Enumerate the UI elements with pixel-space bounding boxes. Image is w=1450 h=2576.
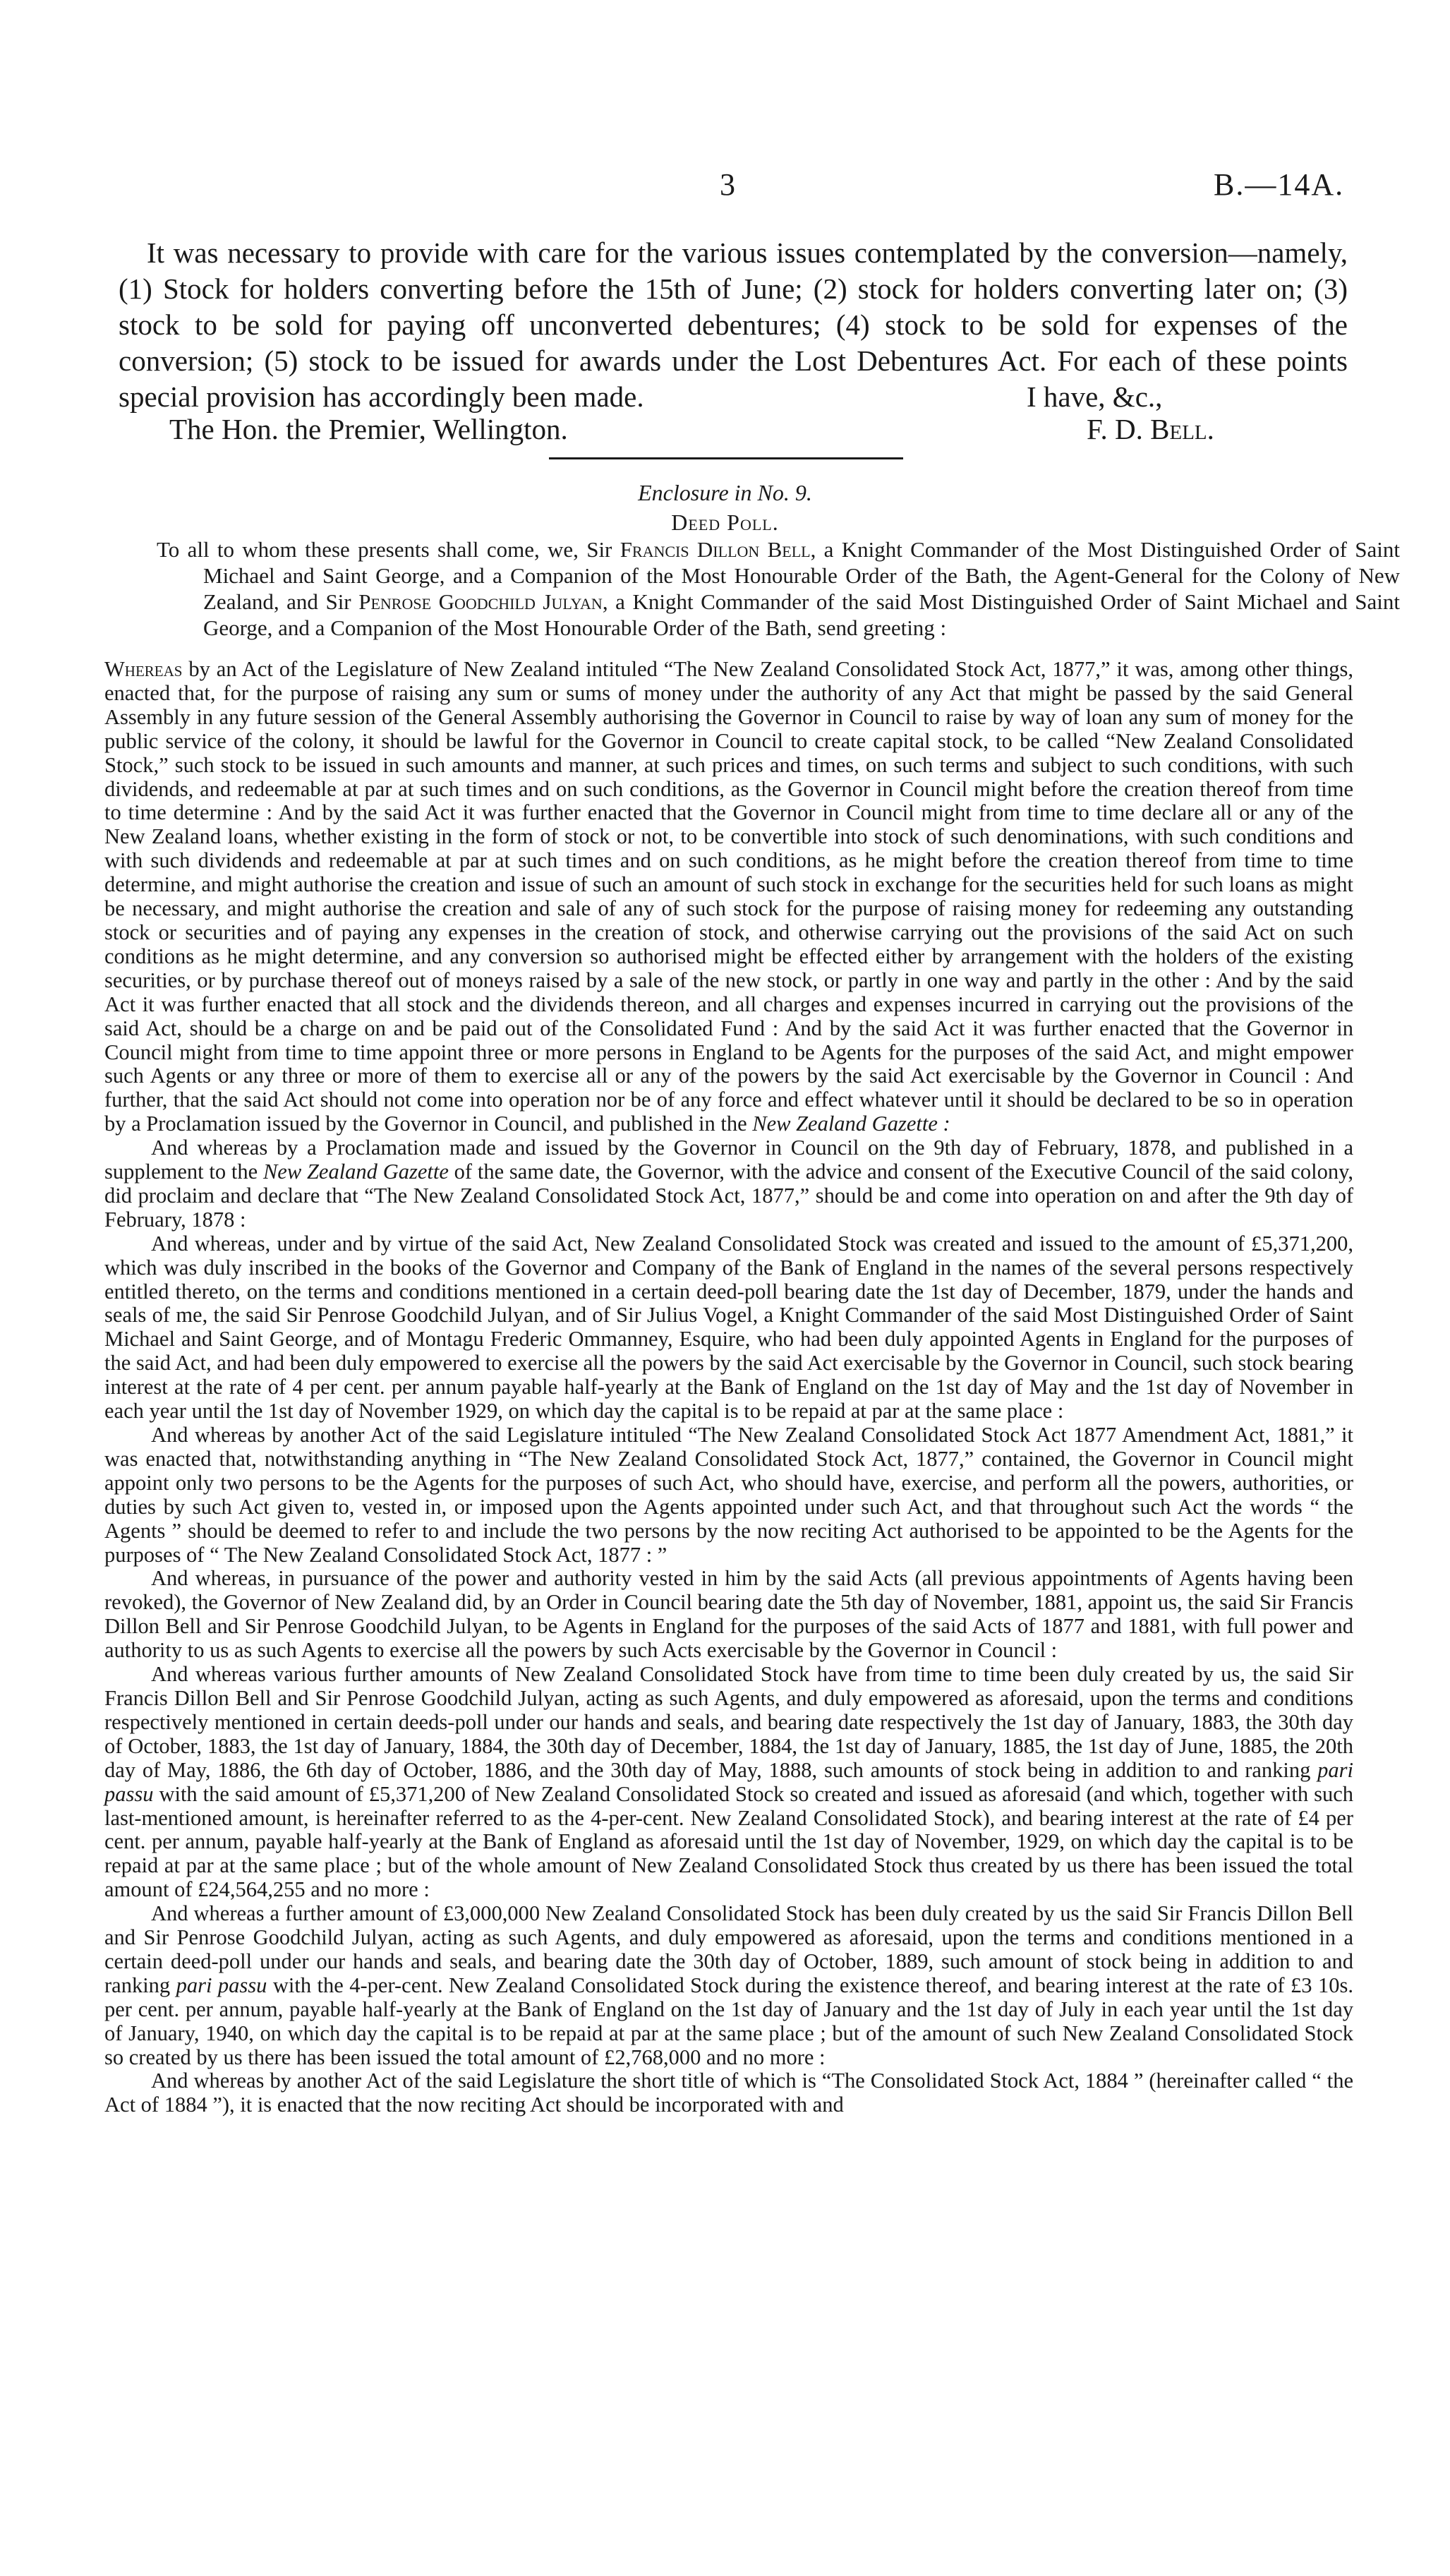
recital-text: with the 4-per-cent. New Zealand Consolidated Stock during the existence thereof, and bearing interest at the rate of £3 10s. per cent. per annum, payable half-yearly at the Bank of England on the 1st day of January and the 1st day of July in each year until the 1st day of January, 1940, on which day the capital is to be repaid at par at the same place ; but of the amount of such New Zealand Consolidated Stock so created by us there has been issued the total amount of £2,768,000 and no more : (104, 1973, 1353, 2069)
recital-text: of the same date, the Governor, with the advice and consent of the Executive Council of the said colony, did proclaim and declare that “The New Zealand Consolidated Stock Act, 1877,” should be and come into operation on and after the 9th day of February, 1878 : (104, 1160, 1353, 1232)
greeting-name-julyan: Penrose Goodchild Julyan (358, 589, 603, 614)
recital-paragraph (104, 1663, 1353, 1902)
greeting-text: , a Knight Commander of the Most Distinguished Order of Saint Michael and Saint George, and a Companion of the Most Honourable Order of the Bath, the Agent-General for the Colony of New Zealand, and Sir (203, 537, 1400, 614)
recital-paragraph: And whereas, under and by virtue of the said Act, New Zealand Consolidated Stock was created and issued to the amount of £5,371,200, which was duly inscribed in the books of the Governor and Company of the Bank of England in the names of the several persons respectively entitled thereto, on the terms and conditions mentioned in a certain deed-poll bearing date the 1st day of December, 1879, under the hands and seals of me, the said Sir Penrose Goodchild Julyan, and of Sir Julius Vogel, a Knight Commander of the said Most Distinguished Order of Saint Michael and Saint George, and of Montagu Frederic Ommanney, Esquire, who had been duly appointed Agents in England for the purposes of the said Act, and had been duly empowered to exercise all the powers by the said Act exercisable by the Governor in Council, such stock bearing interest at the rate of 4 per cent. per annum payable half-yearly at the Bank of England on the 1st day of May and the 1st day of November in each year until the 1st day of November 1929, on which day the capital is to be repaid at par at the same place : (104, 1231, 1353, 1424)
greeting-text: To all to whom these presents shall come, we, Sir (157, 537, 620, 562)
gazette-reference: New Zealand Gazette : (752, 1112, 950, 1136)
recital-paragraph: And whereas by another Act of the said Legislature the short title of which is “The Consolidated Stock Act, 1884 ” (hereinafter called “ the Act of 1884 ”), it is enacted that the now reciting Act should be incorporated with and (104, 2069, 1353, 2117)
gazette-reference: New Zealand Gazette (262, 1160, 449, 1184)
section-divider (549, 457, 903, 459)
recital-text: And whereas by a Proclamation made and issued by the Governor in Council on the 9th day of February, 1878, and published in a supplement to the (104, 1136, 1353, 1184)
recital-paragraph: And whereas, in pursuance of the power and authority vested in him by the said Acts (all previous appointments of Agents having been revoked), the Governor of New Zealand did, by an Order in Council bearing date the 5th day of November, 1881, appoint us, the said Sir Francis Dillon Bell and Sir Penrose Goodchild Julyan, to be Agents in England for the purposes of the said Acts of 1877 and 1881, with full power and authority to us as such Agents to exercise all the powers by such Acts exercisable by the Governor in Council : (104, 1566, 1353, 1663)
deed-body (104, 658, 1353, 2117)
recital-text: And whereas a further amount of £3,000,000 New Zealand Consolidated Stock has been duly created by us the said Sir Francis Dillon Bell and Sir Penrose Goodchild Julyan, acting as such Agents, and duly empowered as aforesaid, upon the terms and conditions mentioned in a certain deed-poll under our hands and seals, and bearing date the 30th day of October, 1889, such amount of stock being in addition to and ranking (104, 1901, 1353, 1997)
addressee: The Hon. the Premier, Wellington. (169, 413, 568, 445)
recital-paragraph: And whereas by another Act of the said Legislature intituled “The New Zealand Consolidated Stock Act 1877 Amendment Act, 1881,” it was enacted that, notwithstanding anything in “The New Zealand Consolidated Stock Act, 1877,” contained, the Governor in Council might appoint only two persons to be the Agents for the purposes of such Act, who should have, exercise, and perform all the powers, authorities, or duties by such Act given to, vested in, or imposed upon the Agents appointed under such Act, and that throughout such Act the words “ the Agents ” should be deemed to refer to and include the two persons by the now reciting Act authorised to be appointed to be the Agents for the purposes of “ The New Zealand Consolidated Stock Act, 1877 : ” (104, 1423, 1353, 1567)
recital-text: And whereas various further amounts of New Zealand Consolidated Stock have from time to time been duly created by us, the said Sir Francis Dillon Bell and Sir Penrose Goodchild Julyan, acting as such Agents, and duly empowered as aforesaid, upon the terms and conditions respectively mentioned in certain deeds-poll under our hands and seals, and bearing date respectively the 1st day of January, 1883, the 30th day of October, 1883, the 1st day of January, 1884, the 30th day of December, 1884, the 1st day of January, 1885, the 1st day of June, 1885, the 20th day of May, 1886, the 6th day of October, 1886, and the 30th day of May, 1888, such amounts of stock being in addition to and ranking (104, 1662, 1353, 1782)
document-reference: B.—14A. (1214, 167, 1345, 202)
enclosure-title: Enclosure in No. 9. (638, 480, 812, 505)
recital-paragraph (104, 1136, 1353, 1232)
greeting-text: , a Knight Commander of the said Most Distinguished Order of Saint Michael and Saint George, and a Companion of the Most Honourable Order of the Bath, send greeting : (203, 589, 1401, 640)
greeting-paragraph (157, 536, 1400, 641)
pari-passu: pari passu (176, 1973, 267, 1997)
page-number: 3 (720, 167, 735, 202)
recital-paragraph (104, 1902, 1353, 2069)
recital-paragraph (104, 658, 1353, 1136)
pari-passu: pari passu (104, 1757, 1353, 1806)
deed-poll-heading: Deed Poll. (671, 510, 779, 535)
recital-lead-word: Whereas (104, 657, 183, 681)
recital-text: with the said amount of £5,371,200 of New Zealand Consolidated Stock so created and issued as aforesaid (and which, together with such last-mentioned amount, is hereinafter referred to as the 4-per-cent. New Zealand Consolidated Stock), and bearing interest at the rate of £4 per cent. per annum, payable half-yearly at the Bank of England as aforesaid until the 1st day of November, 1929, on which day the capital is to be repaid at par at the same place ; but of the whole amount of New Zealand Consolidated Stock thus created by us there has been issued the total amount of £24,564,255 and no more : (104, 1781, 1353, 1902)
greeting-name-bell: Francis Dillon Bell (620, 537, 811, 562)
closing-line: I have, &c., (1027, 380, 1163, 413)
signature: F. D. Bell. (1087, 413, 1214, 445)
intro-paragraph: It was necessary to provide with care for the various issues contemplated by the conversion—namely, (1) Stock for holders converting before the 15th of June; (2) stock for holders converting later on; (3) stock to be sold for paying off unconverted debentures; (4) stock to be sold for expenses of the conversion; (5) stock to be issued for awards under the Lost Debentures Act. For each of these points special provision has accordingly been made. (119, 236, 1348, 413)
recital-text: by an Act of the Legislature of New Zealand intituled “The New Zealand Consolidated Stock Act, 1877,” it was, among other things, enacted that, for the purpose of raising any sum or sums of money under the authority of any Act that might be passed by the said General Assembly in any future session of the General Assembly authorising the Governor in Council to raise by way of loan any sum of money for the public service of the colony, it should be lawful for the Governor in Council to create capital stock, to be called “New Zealand Consolidated Stock,” such stock to be issued in such amounts and manner, at such prices and times, on such terms and subject to such conditions, with such dividends, and redeemable at par at such times and on such conditions, as the Governor in Council might before the creation thereof from time to time determine : And by the said Act it was further enacted that the Governor in Council might from time to time declare all or any of the New Zealand loans, whether existing in the form of stock or not, to be convertible into stock of such denominations, with such conditions and with such dividends and redeemable at par at such times and on such conditions, as he might before the creation thereof from time to time determine, and might authorise the creation and issue of such an amount of such stock in exchange for the securities held for such loans as might be necessary, and might authorise the creation and sale of any of such stock for the purpose of raising money for redeeming any outstanding stock or securities and of paying any expenses in the creation of stock, and otherwise carrying out the provisions of the said Act on such conditions as he might determine, and any conversion so authorised might be effected either by arrangement with the holders of the existing securities, or by purchase thereof out of moneys raised by a sale of the new stock, or partly in one way and partly in the other : And by the said Act it was further enacted that all stock and the dividends thereon, and all charges and expenses incurred in carrying out the provisions of the said Act, should be a charge on and be paid out of the Consolidated Fund : And by the said Act it was further enacted that the Governor in Council might from time to time appoint three or more persons in England to be Agents for the purposes of the said Act, and might empower such Agents or any three or more of them to exercise all or any of the powers by the said Act exercisable by the Governor in Council : And further, that the said Act should not come into operation nor be of any force and effect whatever until it should be declared to be so in operation by a Proclamation issued by the Governor in Council, and published in the (104, 657, 1353, 1136)
